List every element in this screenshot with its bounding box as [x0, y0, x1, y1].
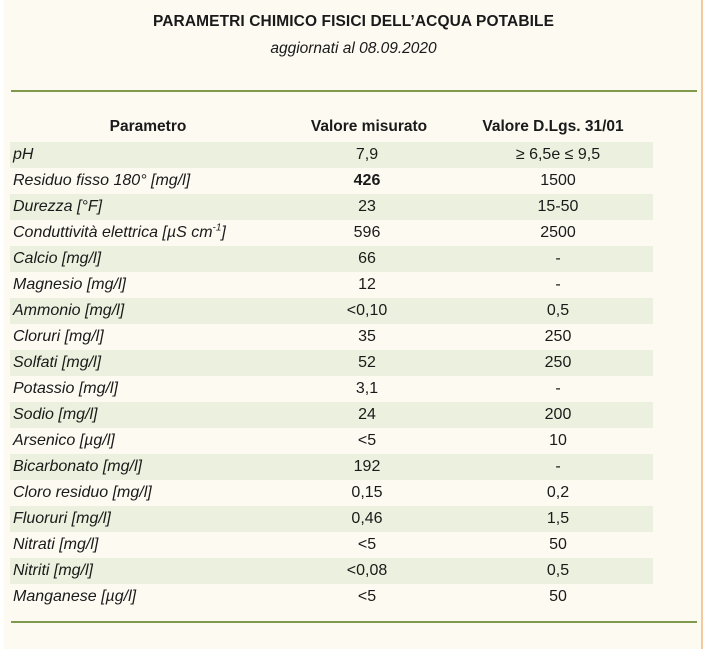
measured-value: 52 [358, 354, 376, 371]
limit-value: 2500 [540, 224, 576, 241]
parameter-name: Cloruri [mg/l] [13, 328, 104, 345]
table-row [10, 584, 653, 610]
document-subtitle: aggiornati al 08.09.2020 [270, 40, 437, 57]
measured-value: <5 [357, 588, 377, 605]
table-row [10, 194, 653, 220]
table-row [10, 298, 653, 324]
measured-value: 426 [353, 172, 381, 189]
limit-value: 50 [549, 536, 567, 553]
table-header [4, 118, 703, 140]
table-row [10, 506, 653, 532]
limit-value: 0,5 [546, 302, 570, 319]
measured-value: <5 [357, 432, 377, 449]
measured-value: 3,1 [355, 380, 379, 397]
parameter-name: Cloro residuo [mg/l] [13, 484, 152, 501]
measured-value: 23 [358, 198, 376, 215]
table-row [10, 272, 653, 298]
parameter-name: pH [13, 146, 34, 163]
parameter-name: Sodio [mg/l] [13, 406, 98, 423]
limit-value: 200 [544, 406, 572, 423]
parameters-table [10, 142, 653, 610]
limit-value: 50 [549, 588, 567, 605]
measured-value: 596 [353, 224, 381, 241]
limit-value: - [555, 458, 561, 475]
measured-value: 0,46 [351, 510, 383, 527]
limit-value: 15-50 [537, 198, 579, 215]
table-row [10, 220, 653, 246]
limit-value: - [555, 380, 561, 397]
limit-value: 250 [544, 328, 572, 345]
parameter-name: Residuo fisso 180° [mg/l] [13, 172, 191, 189]
parameter-name: Manganese [µg/l] [13, 588, 137, 605]
parameter-name: Ammonio [mg/l] [13, 302, 125, 319]
parameter-name-suffix: ] [221, 224, 226, 241]
table-row [10, 558, 653, 584]
parameter-name: Potassio [mg/l] [13, 380, 118, 397]
parameter-name: Fluoruri [mg/l] [13, 510, 111, 527]
table-row [10, 246, 653, 272]
limit-value: - [555, 250, 561, 267]
parameter-name: Arsenico [µg/l] [13, 432, 115, 449]
limit-value: 10 [549, 432, 567, 449]
measured-value: 35 [358, 328, 376, 345]
measured-value: <0,08 [346, 562, 388, 579]
table-row [10, 402, 653, 428]
header-measured: Valore misurato [310, 118, 428, 135]
parameter-name: Calcio [mg/l] [13, 250, 102, 267]
limit-value: 1500 [540, 172, 576, 189]
measured-value: <0,10 [346, 302, 388, 319]
measured-value: 12 [358, 276, 376, 293]
document-card [4, 0, 703, 649]
parameter-name: Solfati [mg/l] [13, 354, 102, 371]
table-row [10, 480, 653, 506]
measured-value: 192 [353, 458, 381, 475]
header-limit: Valore D.Lgs. 31/01 [482, 118, 624, 135]
header-parameter: Parametro [109, 118, 187, 135]
measured-value: 24 [358, 406, 376, 423]
limit-value: 1,5 [546, 510, 570, 527]
bottom-divider [11, 621, 697, 623]
table-row [10, 350, 653, 376]
limit-value: ≥ 6,5e ≤ 9,5 [515, 146, 601, 163]
table-row [10, 168, 653, 194]
top-divider [11, 90, 697, 92]
table-row [10, 376, 653, 402]
limit-value: - [555, 276, 561, 293]
parameter-name: Bicarbonato [mg/l] [13, 458, 142, 475]
unit-exponent: -1 [212, 222, 222, 234]
table-row [10, 142, 653, 168]
measured-value: 7,9 [355, 146, 379, 163]
table-row [10, 324, 653, 350]
table-row [10, 428, 653, 454]
document-title: PARAMETRI CHIMICO FISICI DELL’ACQUA POTABILE [152, 13, 555, 30]
parameter-name: Nitriti [mg/l] [13, 562, 93, 579]
parameter-name: Durezza [°F] [13, 198, 103, 215]
parameter-name-text: Conduttività elettrica [µS cm [13, 224, 213, 241]
measured-value: 0,15 [351, 484, 383, 501]
limit-value: 0,2 [546, 484, 570, 501]
measured-value: <5 [357, 536, 377, 553]
limit-value: 250 [544, 354, 572, 371]
table-row [10, 532, 653, 558]
table-row [10, 454, 653, 480]
parameter-name: Nitrati [mg/l] [13, 536, 99, 553]
measured-value: 66 [358, 250, 376, 267]
limit-value: 0,5 [546, 562, 570, 579]
parameter-name: Magnesio [mg/l] [13, 276, 126, 293]
parameter-name [13, 220, 226, 246]
